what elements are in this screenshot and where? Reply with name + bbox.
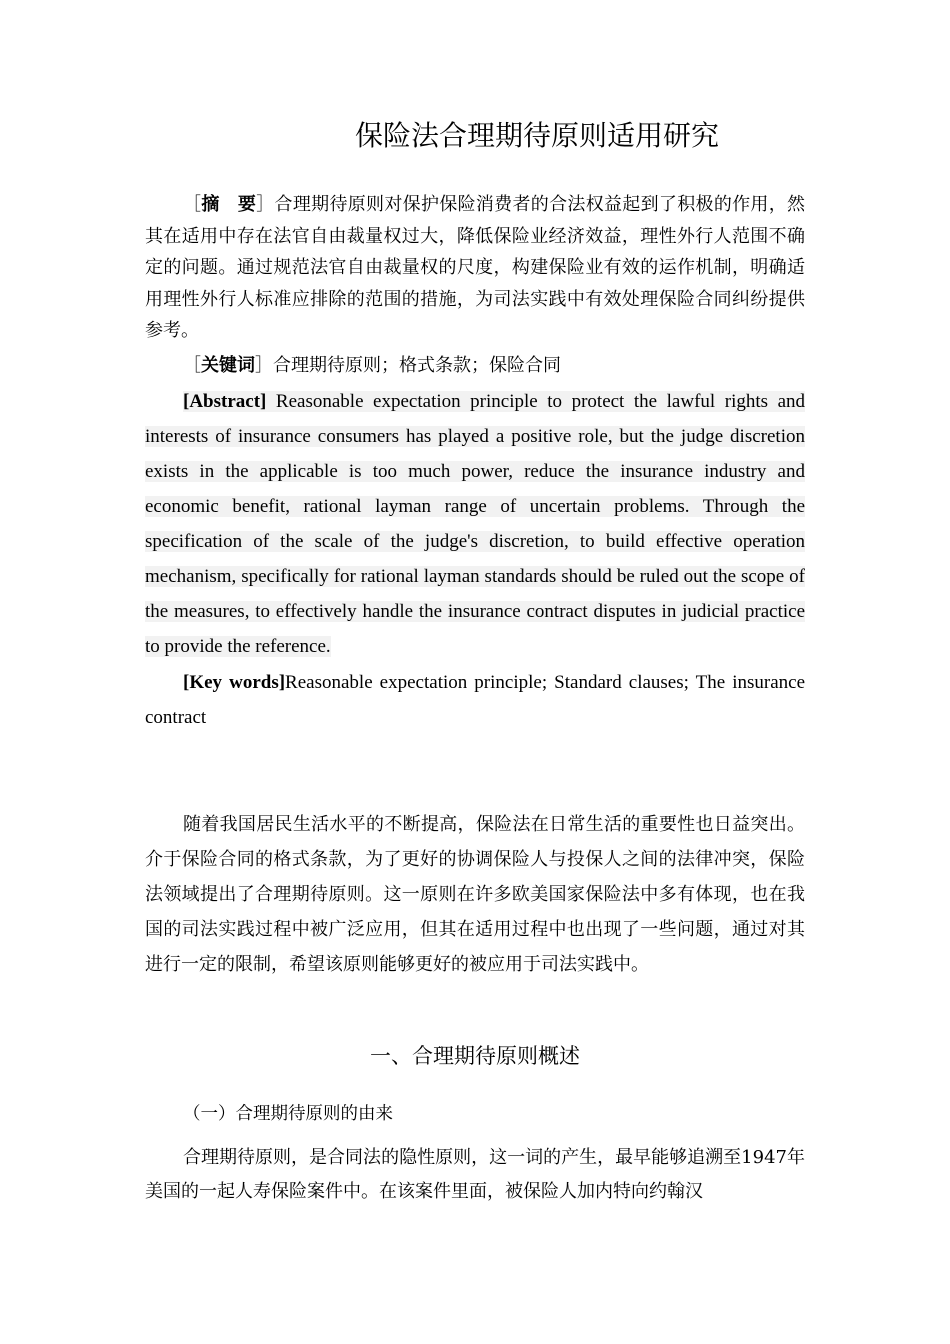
abstract-en-text: Reasonable expectation principle to protect the lawful rights and interests of insurance consumers has played a positive role, but the judge discretion exists in the applicable is too much power, reduce the insurance industry and economic benefit, rational layman range of uncertain problems. Through the specification of the scale of the judge's discretion, to build effective operation mechanism, specifically for rational layman standards should be ruled out the scope of the measures, to effectively handle the insurance contract disputes in judicial practice to provide the reference. — [145, 391, 806, 657]
document-title: 保险法合理期待原则适用研究 — [355, 119, 720, 152]
intro-paragraph: 随着我国居民生活水平的不断提高，保险法在日常生活的重要性也日益突出。介于保险合同的格式条款，为了更好的协调保险人与投保人之间的法律冲突，保险法领域提出了合理期待原则。这一原则在许多欧美国家保险法中多有体现，也在我国的司法实践过程中被广泛应用，但其在适用过程中也出现了一些问题，通过对其进行一定的限制，希望该原则能够更好的被应用于司法实践中。 — [145, 814, 805, 975]
abstract-en-label: [Abstract] — [183, 391, 267, 412]
abstract-cn-text: 合理期待原则对保护保险消费者的合法权益起到了积极的作用，然其在适用中存在法官自由裁量权过大，降低保险业经济效益，理性外行人范围不确定的问题。通过规范法官自由裁量权的尺度，构建保险业有效的运作机制，明确适用理性外行人标准应排除的范围的措施，为司法实践中有效处理保险合同纠纷提供参考。 — [145, 194, 806, 341]
subsection-heading: （一）合理期待原则的由来 — [183, 1104, 393, 1124]
keywords-cn-text: 合理期待原则；格式条款；保险合同 — [273, 355, 561, 376]
abstract-cn-label: 摘 要 — [201, 194, 257, 215]
keywords-cn: ［关键词］合理期待原则；格式条款；保险合同 — [183, 355, 561, 376]
keywords-cn-label: 关键词 — [201, 355, 255, 376]
abstract-cn: ［摘 要］合理期待原则对保护保险消费者的合法权益起到了积极的作用，然其在适用中存在法官自由裁量权过大，降低保险业经济效益，理性外行人范围不确定的问题。通过规范法官自由裁量权的尺度，构建保险业有效的运作机制，明确适用理性外行人标准应排除的范围的措施，为司法实践中有效处理保险合同纠纷提供参考。 — [145, 194, 806, 341]
subsection-paragraph: 合理期待原则，是合同法的隐性原则，这一词的产生，最早能够追溯至1947年美国的一起人寿保险案件中。在该案件里面，被保险人加内特向约翰汉 — [145, 1147, 805, 1202]
abstract-en — [145, 384, 805, 664]
section-heading: 一、合理期待原则概述 — [370, 1044, 580, 1068]
keywords-en-text: Reasonable expectation principle; Standard clauses; The insurance contract — [145, 672, 806, 728]
keywords-en — [145, 665, 805, 735]
keywords-en-label: [Key words] — [183, 672, 286, 693]
